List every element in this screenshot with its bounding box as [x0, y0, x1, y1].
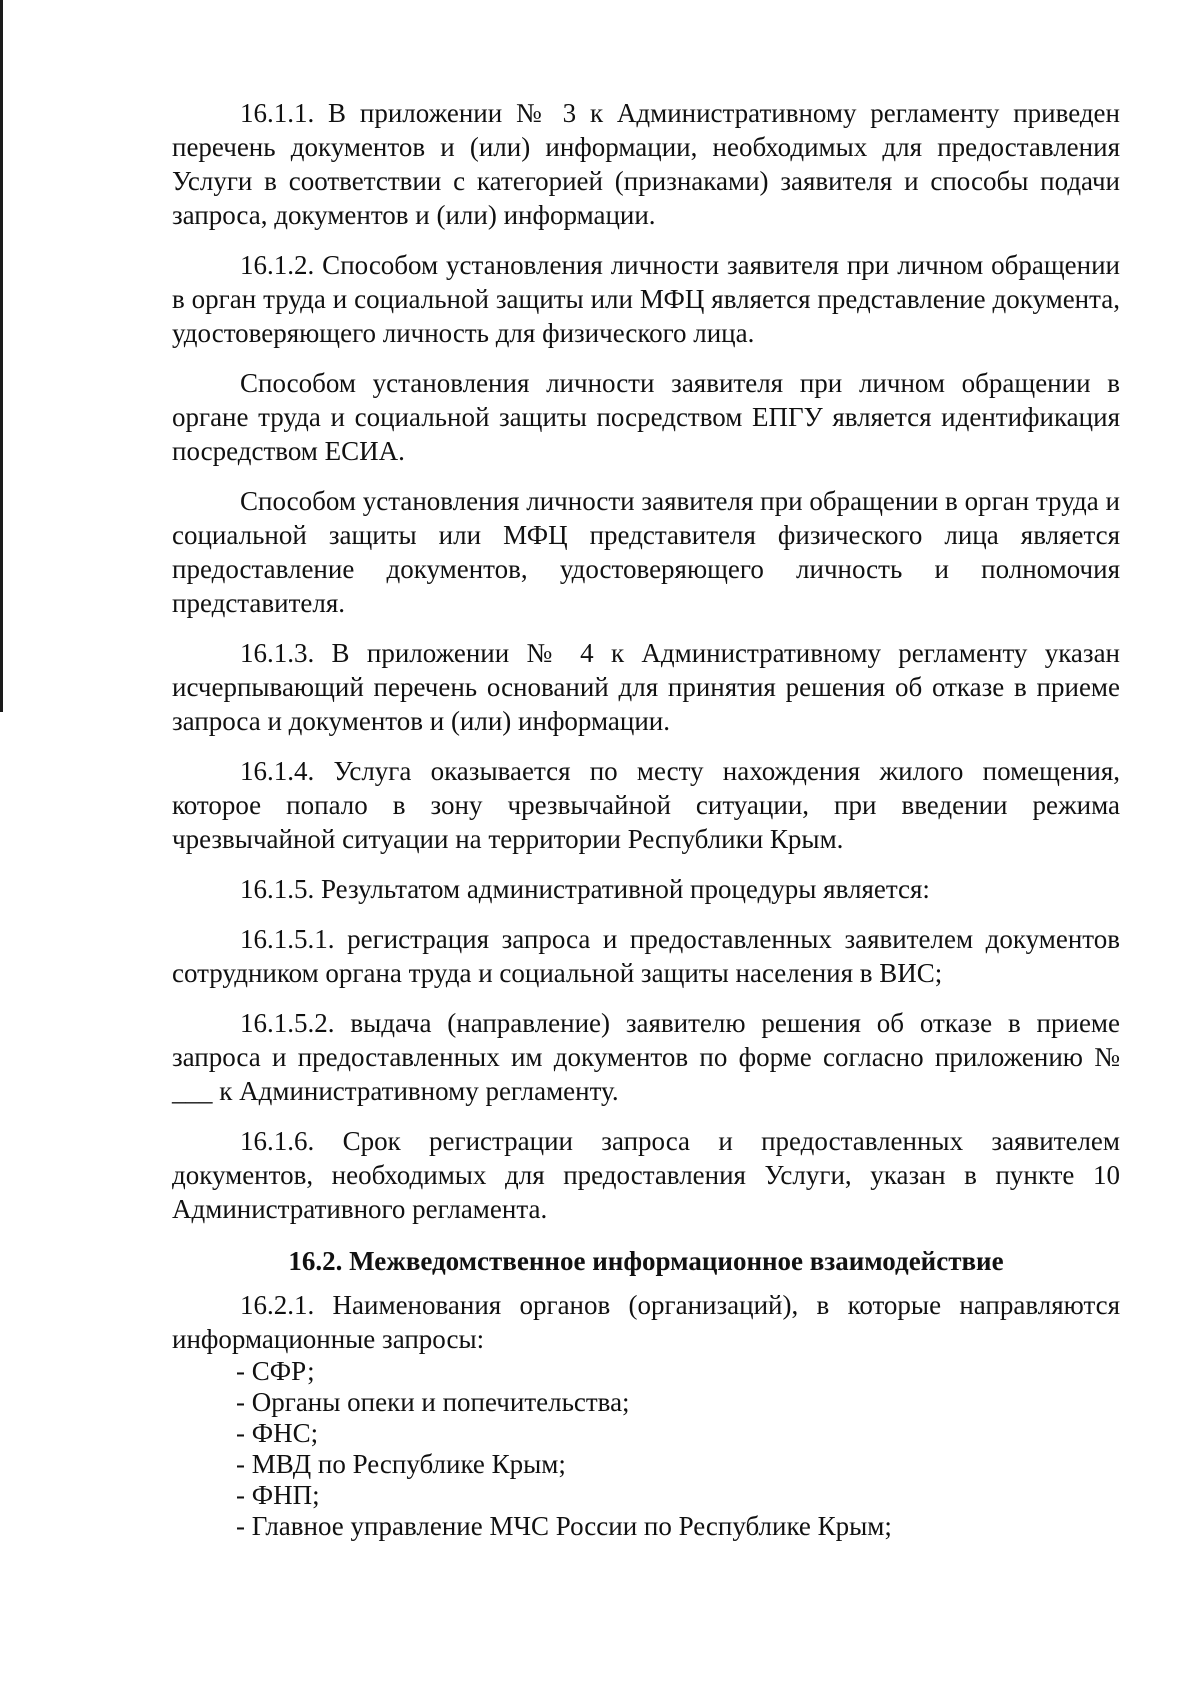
- list-item: - Органы опеки и попечительства;: [236, 1387, 630, 1417]
- paragraph-identity-epgu: Способом установления личности заявителя при личном обращении в органе труда и социальной защиты посредством ЕПГУ является идентификация посредством ЕСИА.: [172, 368, 1120, 466]
- paragraph-16-1-2: 16.1.2. Способом установления личности заявителя при личном обращении в орган труда и социальной защиты или МФЦ является представление документа, удостоверяющего личность для физического лица.: [172, 250, 1120, 348]
- paragraph-16-1-4: 16.1.4. Услуга оказывается по месту нахождения жилого помещения, которое попало в зону чрезвычайной ситуации, при введении режима чрезвычайной ситуации на территории Республики Крым.: [172, 756, 1120, 854]
- paragraph-identity-representative: Способом установления личности заявителя при обращении в орган труда и социальной защиты или МФЦ представителя физического лица является предоставление документов, удостоверяющего личность и полномочия представителя.: [172, 486, 1120, 618]
- paragraph-16-1-5-2: 16.1.5.2. выдача (направление) заявителю решения об отказе в приеме запроса и предоставленных им документов по форме согласно приложению № ___ к Административному регламенту.: [172, 1008, 1120, 1106]
- list-item: - СФР;: [236, 1356, 315, 1386]
- paragraph-16-1-1: 16.1.1. В приложении № 3 к Административному регламенту приведен перечень документов и (или) информации, необходимых для предоставления Услуги в соответствии с категорией (признаками) заявителя и способы подачи запроса, документов и (или) информации.: [172, 98, 1120, 230]
- list-item: - ФНП;: [236, 1480, 320, 1510]
- list-item: - ФНС;: [236, 1418, 319, 1448]
- document-page: [172, 96, 1120, 1542]
- paragraph-16-1-5-1: 16.1.5.1. регистрация запроса и предоставленных заявителем документов сотрудником органа труда и социальной защиты населения в ВИС;: [172, 924, 1120, 988]
- scan-edge-line: [0, 0, 3, 712]
- paragraph-16-1-6: 16.1.6. Срок регистрации запроса и предоставленных заявителем документов, необходимых для предоставления Услуги, указан в пункте 10 Административного регламента.: [172, 1126, 1120, 1224]
- agencies-list: [172, 1356, 1120, 1542]
- paragraph-16-1-3: 16.1.3. В приложении № 4 к Административному регламенту указан исчерпывающий перечень оснований для принятия решения об отказе в приеме запроса и документов и (или) информации.: [172, 638, 1120, 736]
- section-heading-16-2: 16.2. Межведомственное информационное взаимодействие: [288, 1246, 1004, 1276]
- paragraph-16-2-1: 16.2.1. Наименования органов (организаций), в которые направляются информационные запросы:: [172, 1290, 1120, 1354]
- list-item: - Главное управление МЧС России по Республике Крым;: [236, 1511, 892, 1541]
- list-item: - МВД по Республике Крым;: [236, 1449, 566, 1479]
- paragraph-16-1-5: 16.1.5. Результатом административной процедуры является:: [240, 874, 930, 904]
